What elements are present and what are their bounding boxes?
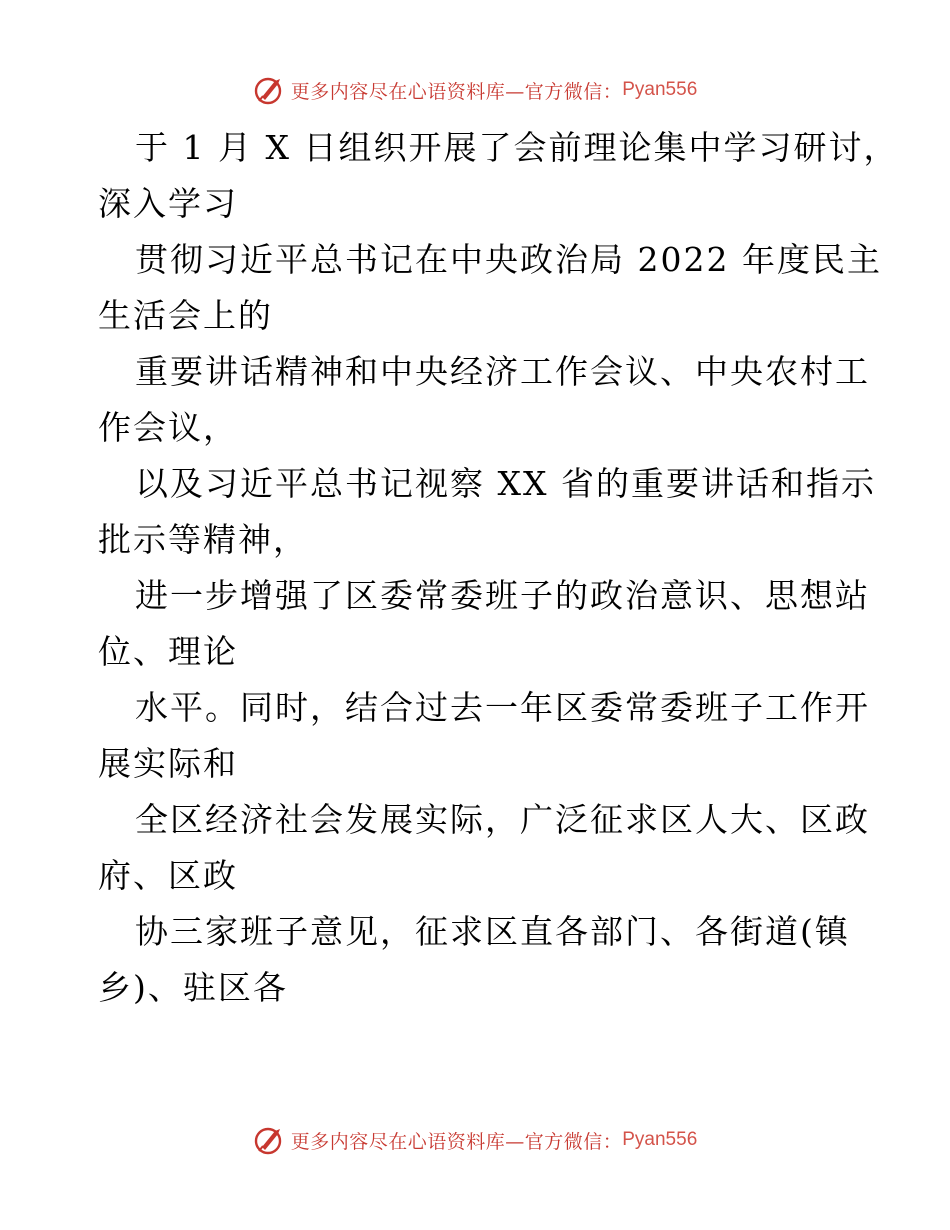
text-line: 乡)、驻区各 — [98, 968, 288, 1007]
footer-watermark — [0, 1120, 950, 1160]
watermark-text: 更多内容尽在心语资料库—官方微信： — [290, 1130, 623, 1153]
text-line: 于 1 月 X 日组织开展了会前理论集中学习研讨， — [135, 128, 899, 167]
text-line: 位、理论 — [98, 632, 238, 671]
document-body — [98, 120, 899, 1016]
watermark-handle: Pyan556 — [622, 1129, 698, 1150]
text-line: 重要讲话精神和中央经济工作会议、中央农村工 — [135, 352, 870, 391]
text-line: 生活会上的 — [98, 296, 273, 335]
text-line: 进一步增强了区委常委班子的政治意识、思想站 — [135, 576, 870, 615]
text-line: 以及习近平总书记视察 XX 省的重要讲话和指示 — [135, 464, 876, 503]
text-line: 全区经济社会发展实际，广泛征求区人大、区政 — [135, 800, 870, 839]
watermark-handle: Pyan556 — [622, 79, 698, 100]
text-line: 贯彻习近平总书记在中央政治局 2022 年度民主 — [135, 240, 882, 279]
text-line: 府、区政 — [98, 856, 238, 895]
text-line: 水平。同时，结合过去一年区委常委班子工作开 — [135, 688, 870, 727]
text-line: 协三家班子意见，征求区直各部门、各街道(镇 — [135, 912, 850, 951]
watermark-text: 更多内容尽在心语资料库—官方微信： — [290, 80, 623, 103]
pen-nib-logo-icon — [253, 1123, 287, 1157]
header-watermark — [0, 70, 950, 110]
pen-nib-logo-icon — [253, 73, 287, 107]
text-line: 批示等精神， — [98, 520, 308, 559]
text-line: 展实际和 — [98, 744, 238, 783]
text-line: 深入学习 — [98, 184, 238, 223]
text-line: 作会议， — [98, 408, 238, 447]
